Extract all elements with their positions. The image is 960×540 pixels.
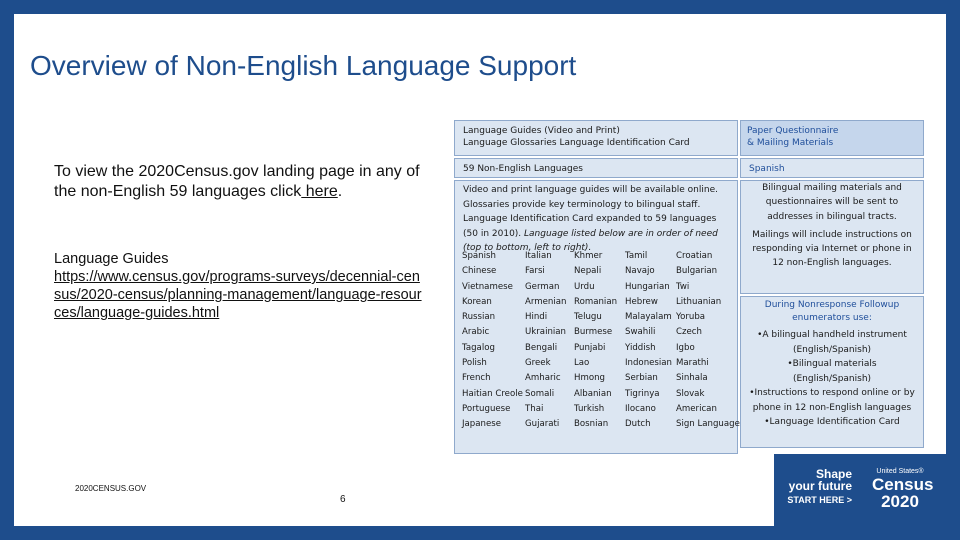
language-guides bbox=[54, 250, 424, 322]
language-item: Vietnamese bbox=[462, 281, 513, 292]
shape-line-3: START HERE > bbox=[787, 495, 852, 505]
language-item: Tagalog bbox=[462, 342, 495, 353]
left-header-cell bbox=[454, 120, 738, 156]
language-item: Serbian bbox=[625, 373, 658, 384]
language-item: American bbox=[676, 403, 717, 414]
language-item: Lao bbox=[574, 358, 590, 369]
right-body-text-1: Bilingual mailing materials and questionnaires will be sent to addresses in bilingual tracts. bbox=[762, 183, 902, 222]
language-item: Amharic bbox=[525, 373, 561, 384]
shape-line-1: Shape bbox=[815, 467, 852, 481]
language-item: Yoruba bbox=[676, 312, 706, 323]
language-item: Thai bbox=[525, 403, 544, 414]
language-item: Malayalam bbox=[625, 312, 672, 323]
language-column-4 bbox=[625, 251, 672, 435]
language-item: Hebrew bbox=[625, 296, 658, 307]
right-subheader-cell bbox=[740, 158, 924, 178]
intro-body: To view the 2020Census.gov landing page in any of the non-English 59 languages click bbox=[54, 163, 420, 200]
language-item: German bbox=[525, 281, 560, 292]
language-item: Hindi bbox=[525, 312, 548, 323]
intro-text bbox=[54, 162, 434, 202]
language-column-2 bbox=[525, 251, 566, 435]
nrfu-header: During Nonresponse Followup enumerators use: bbox=[764, 300, 900, 323]
language-item: Navajo bbox=[625, 266, 655, 277]
language-item: Ilocano bbox=[625, 403, 656, 414]
language-item: Lithuanian bbox=[676, 296, 722, 307]
language-item: Greek bbox=[525, 358, 551, 369]
language-item: Nepali bbox=[574, 266, 602, 277]
language-item: Portuguese bbox=[462, 403, 511, 414]
language-item: French bbox=[462, 373, 491, 384]
language-item: Igbo bbox=[676, 342, 695, 353]
right-body-text-2: Mailings will include instructions on responding via Internet or phone in 12 non-English languages. bbox=[752, 229, 912, 269]
language-item: Sign Language bbox=[676, 419, 740, 430]
language-item: Tigrinya bbox=[625, 388, 660, 399]
language-item: Burmese bbox=[574, 327, 613, 338]
language-item: Gujarati bbox=[525, 419, 560, 430]
census-logo-small: United States® bbox=[876, 468, 924, 475]
census-2020-logo bbox=[872, 468, 934, 511]
language-column-1 bbox=[462, 251, 523, 435]
language-item: Korean bbox=[462, 296, 492, 307]
guides-heading: Language Guides bbox=[54, 251, 169, 267]
language-item: Turkish bbox=[574, 403, 605, 414]
census-logo-word: Census bbox=[872, 475, 934, 494]
language-item: Twi bbox=[676, 281, 690, 292]
right-header-text: Paper Questionnaire & Mailing Materials bbox=[747, 126, 839, 148]
language-column-5 bbox=[676, 251, 740, 435]
left-body-italic: Language listed below are in order of need (top to bottom, left to right). bbox=[463, 228, 718, 253]
left-body-plain: Video and print language guides will be available online. Glossaries provide key terminology to bilingual staff. Language Identification Card expanded to 59 languages (50 in 2010). bbox=[463, 185, 718, 239]
left-subheader-cell bbox=[454, 158, 738, 178]
right-body-cell bbox=[740, 180, 924, 294]
language-item: Hungarian bbox=[625, 281, 670, 292]
language-item: Bosnian bbox=[574, 419, 609, 430]
shape-your-future-logo bbox=[786, 468, 852, 506]
language-item: Bengali bbox=[525, 342, 558, 353]
language-item: Hmong bbox=[574, 373, 605, 384]
nrfu-item: •Instructions to respond online or by phone in 12 non-English languages bbox=[749, 388, 915, 413]
nrfu-item: •A bilingual handheld instrument (English/Spanish) bbox=[757, 330, 907, 355]
language-column-3 bbox=[574, 251, 617, 435]
language-item: Chinese bbox=[462, 266, 497, 277]
nrfu-list bbox=[747, 328, 917, 430]
language-item: Czech bbox=[676, 327, 702, 338]
language-item: Farsi bbox=[525, 266, 545, 277]
language-item: Indonesian bbox=[625, 358, 673, 369]
left-header-text: Language Guides (Video and Print) Language Glossaries Language Identification Card bbox=[463, 126, 690, 148]
language-item: Punjabi bbox=[574, 342, 606, 353]
left-subheader-text: 59 Non-English Languages bbox=[463, 164, 583, 174]
language-item: Marathi bbox=[676, 358, 709, 369]
here-link[interactable]: here bbox=[301, 183, 338, 200]
language-item: Urdu bbox=[574, 281, 595, 292]
language-item: Swahili bbox=[625, 327, 656, 338]
page-number: 6 bbox=[340, 494, 346, 505]
language-item: Albanian bbox=[574, 388, 612, 399]
language-item: Tamil bbox=[625, 251, 648, 261]
language-item: Russian bbox=[462, 312, 496, 323]
intro-end: . bbox=[337, 183, 343, 200]
right-header-cell bbox=[740, 120, 924, 156]
guides-url-link[interactable]: https://www.census.gov/programs-surveys/decennial-census/2020-census/planning-management/language-resources/language-guides.html bbox=[54, 269, 422, 321]
footer-site: 2020CENSUS.GOV bbox=[75, 484, 147, 493]
language-item: Somali bbox=[525, 388, 555, 399]
language-item: Italian bbox=[525, 251, 552, 261]
language-item: Slovak bbox=[676, 388, 705, 399]
language-item: Romanian bbox=[574, 296, 618, 307]
language-item: Spanish bbox=[462, 251, 496, 261]
census-logo-year: 2020 bbox=[881, 492, 919, 511]
shape-line-2: your future bbox=[788, 479, 852, 493]
nrfu-cell bbox=[740, 296, 924, 448]
slide-title: Overview of Non-English Language Support bbox=[30, 50, 577, 81]
left-body-text bbox=[463, 183, 729, 256]
right-subheader-text: Spanish bbox=[749, 164, 785, 174]
language-item: Telugu bbox=[574, 312, 602, 323]
language-item: Dutch bbox=[625, 419, 651, 430]
language-item: Japanese bbox=[462, 419, 502, 430]
language-item: Croatian bbox=[676, 251, 713, 261]
nrfu-item: •Bilingual materials (English/Spanish) bbox=[787, 359, 877, 384]
language-item: Bulgarian bbox=[676, 266, 718, 277]
language-item: Arabic bbox=[462, 327, 490, 338]
language-item: Ukrainian bbox=[525, 327, 567, 338]
language-item: Sinhala bbox=[676, 373, 708, 384]
language-item: Khmer bbox=[574, 251, 603, 261]
language-item: Polish bbox=[462, 358, 487, 369]
language-item: Yiddish bbox=[625, 342, 656, 353]
nrfu-item: •Language Identification Card bbox=[764, 417, 900, 427]
language-item: Haitian Creole bbox=[462, 388, 523, 399]
language-item: Armenian bbox=[525, 296, 567, 307]
